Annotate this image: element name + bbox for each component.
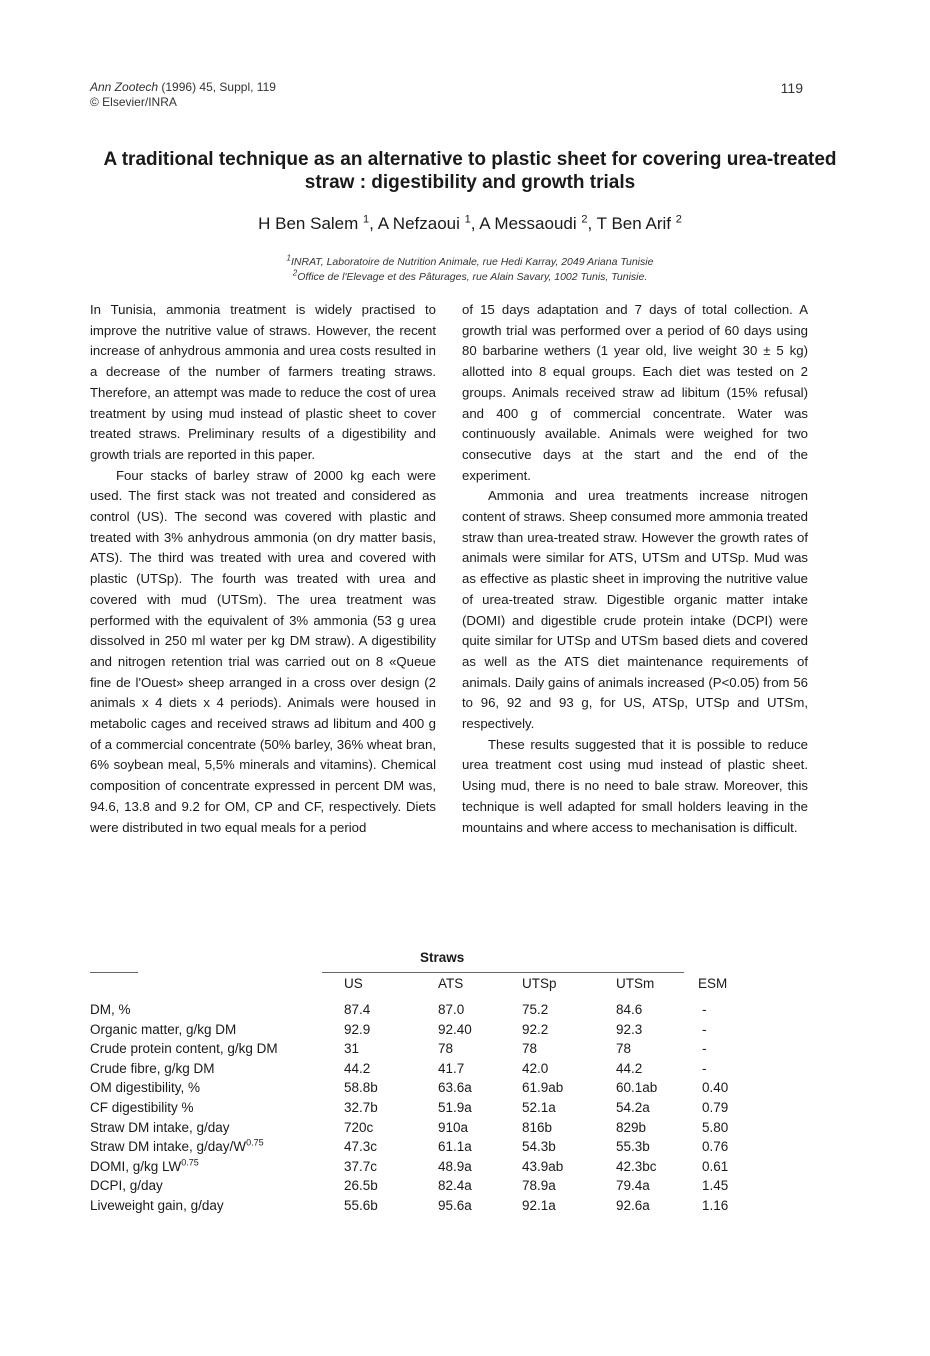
table-cell: 92.9 xyxy=(344,1021,371,1037)
table-cell: 26.5b xyxy=(344,1178,378,1194)
table-cell: 0.40 xyxy=(702,1080,729,1096)
paper-title: A traditional technique as an alternative to plastic sheet for covering urea-treated straw : digestibility and growth trials xyxy=(103,149,837,193)
table-cell: 92.40 xyxy=(438,1021,472,1037)
paragraph: of 15 days adaptation and 7 days of total collection. A growth trial was performed over a period of 60 days using 80 barbarine wethers (1 year old, live weight 30 ± 5 kg) allotted into 8 equal groups. Each diet was tested on 2 groups. Animals received straw ad libitum (15% refusal) and 400 g of commercial concentrate. Water was continuously available. Animals were weighed for two consecutive days at the start and the end of the experiment. xyxy=(462,302,808,483)
table-rule-left xyxy=(90,972,138,973)
row-label xyxy=(90,1137,264,1157)
table-cell: 41.7 xyxy=(438,1060,465,1076)
table-cell: 720c xyxy=(344,1119,374,1135)
table-cell: 82.4a xyxy=(438,1178,472,1194)
row-label xyxy=(90,1196,224,1216)
row-label xyxy=(90,1000,131,1020)
table-cell: 43.9ab xyxy=(522,1158,564,1174)
body-left-column xyxy=(90,300,436,838)
table-cell: 54.2a xyxy=(616,1100,650,1115)
paragraph: Four stacks of barley straw of 2000 kg each were used. The first stack was not treated and considered as control (US). The second was covered with plastic and treated with 3% anhydrous ammonia (on dry matter basis, ATS). The third was treated with urea and covered with plastic (UTSp). The fourth was treated with urea and covered with mud (UTSm). The urea treatment was performed with the equivalent of 3% ammonia (53 g urea dissolved in 250 ml water per kg DM straw). A digestibility and nitrogen retention trial was carried out on 8 «Queue fine de l'Ouest» sheep arranged in a cross over design (2 animals x 4 diets x 4 periods). Animals were housed in metabolic cages and received straws ad libitum and 400 g of a commercial concentrate (50% barley, 36% wheat bran, 6% soybean meal, 5,5% minerals and vitamins). Chemical composition of concentrate expressed in percent DM was, 94.6, 13.8 and 9.2 for OM, CP and CF, respectively. Diets were distributed in two equal meals for a period xyxy=(90,467,436,835)
table-cell: 829b xyxy=(616,1119,647,1135)
affil-mark: 2 xyxy=(292,268,298,278)
journal-citation xyxy=(90,80,276,110)
author-affil-mark: 2 xyxy=(675,213,682,226)
table-cell: 52.1a xyxy=(522,1100,556,1115)
table-cell: 55.3b xyxy=(616,1139,650,1155)
table-cell: 92.6a xyxy=(616,1198,650,1213)
table-cell: 1.16 xyxy=(702,1198,729,1213)
row-label xyxy=(90,1176,163,1196)
col-header-us: US xyxy=(344,976,363,991)
row-label-exponent: 0.75 xyxy=(181,1157,199,1168)
table-cell: 5.80 xyxy=(702,1119,729,1135)
table-cell: 78 xyxy=(616,1041,632,1057)
table-cell: 78.9a xyxy=(522,1178,556,1194)
col-header-utsp: UTSp xyxy=(522,976,557,991)
author-affil-mark: 2 xyxy=(581,213,588,226)
body-right-column xyxy=(462,300,808,838)
row-label xyxy=(90,1118,230,1138)
col-header-ats: ATS xyxy=(438,976,464,991)
row-label xyxy=(90,1157,199,1177)
table-cell: 48.9a xyxy=(438,1158,472,1174)
table-cell: 44.2 xyxy=(616,1060,643,1076)
row-label-text: CF digestibility % xyxy=(90,1100,194,1115)
table-cell: 87.4 xyxy=(344,1002,371,1017)
table-cell: 92.1a xyxy=(522,1198,556,1213)
author-list: H Ben Salem $^1$, A Nefzaoui $^1$, A Messaoudi $^2$, T Ben Arif $^2$ xyxy=(258,213,682,233)
affil-text: Office de l'Elevage et des Pâturages, rue Alain Savary, 1002 Tunis, Tunisie. xyxy=(297,271,648,283)
table-cell: 87.0 xyxy=(438,1002,465,1017)
table-cell: 60.1ab xyxy=(616,1080,658,1096)
table-row xyxy=(90,1078,810,1098)
author: T Ben Arif xyxy=(596,214,671,233)
table-cell: 37.7c xyxy=(344,1158,378,1174)
table-row xyxy=(90,1020,810,1040)
table-cell: 31 xyxy=(344,1041,360,1057)
table-row xyxy=(90,1000,810,1020)
affiliations xyxy=(90,255,850,285)
table-cell: 54.3b xyxy=(522,1139,556,1155)
table-cell: 61.1a xyxy=(438,1139,472,1155)
table-cell: 1.45 xyxy=(702,1178,729,1194)
straws-label: Straws xyxy=(420,950,465,965)
journal-volume: (1996) 45, Suppl, 119 xyxy=(161,80,276,94)
table-cell: 79.4a xyxy=(616,1178,650,1194)
table-cell: 78 xyxy=(438,1041,454,1057)
row-label-text: Crude protein content, g/kg DM xyxy=(90,1041,278,1057)
row-label-text: Straw DM intake, g/day/W xyxy=(90,1139,247,1155)
author-affil-mark: 1 xyxy=(363,213,370,226)
table-row xyxy=(90,1157,810,1177)
table-cell: 58.8b xyxy=(344,1080,378,1096)
table-cell: 92.2 xyxy=(522,1021,549,1037)
table-cell: 47.3c xyxy=(344,1139,378,1155)
table-row xyxy=(90,1039,810,1059)
row-label-text: Straw DM intake, g/day xyxy=(90,1119,230,1135)
affiliation-1 xyxy=(90,255,850,270)
table-row xyxy=(90,1137,810,1157)
table-cell: 0.61 xyxy=(702,1158,729,1174)
row-label-text: Crude fibre, g/kg DM xyxy=(90,1060,215,1076)
table-cell: 42.0 xyxy=(522,1060,549,1076)
row-label xyxy=(90,1039,278,1059)
row-label-exponent: 0.75 xyxy=(246,1137,264,1148)
author: A Nefzaoui xyxy=(377,214,460,233)
row-label xyxy=(90,1020,236,1040)
table-cell: 61.9ab xyxy=(522,1080,564,1096)
table-row xyxy=(90,1059,810,1079)
row-label-text: DM, % xyxy=(90,1002,131,1017)
table-cell: 816b xyxy=(522,1119,553,1135)
row-label xyxy=(90,1098,194,1118)
table-cell: 75.2 xyxy=(522,1002,549,1017)
affiliation-2 xyxy=(90,270,850,285)
table-cell: 63.6a xyxy=(438,1080,472,1096)
author: A Messaoudi xyxy=(479,214,577,233)
row-label-text: OM digestibility, % xyxy=(90,1080,201,1096)
table-cell: 55.6b xyxy=(344,1198,378,1213)
table-row xyxy=(90,1196,810,1216)
paragraph: In Tunisia, ammonia treatment is widely practised to improve the nutritive value of straws. However, the recent increase of anhydrous ammonia and urea costs resulted in a decrease of the number of farmers treating straws. Therefore, an attempt was made to reduce the cost of urea treatment by using mud instead of plastic sheet to cover treated straws. Preliminary results of a digestibility and growth trials are reported in this paper. xyxy=(90,302,436,462)
table-cell: - xyxy=(702,1060,707,1076)
table-row xyxy=(90,1098,810,1118)
table-cell: 32.7b xyxy=(344,1100,378,1115)
publisher: © Elsevier/INRA xyxy=(90,95,177,109)
affil-text: INRAT, Laboratoire de Nutrition Animale, rue Hedi Karray, 2049 Ariana Tunisie xyxy=(291,256,654,268)
journal-name: Ann Zootech xyxy=(90,80,159,94)
table-cell: 78 xyxy=(522,1041,538,1057)
row-label-text: DCPI, g/day xyxy=(90,1178,163,1194)
paragraph: Ammonia and urea treatments increase nitrogen content of straws. Sheep consumed more ammonia treated straw than urea-treated straw. However the growth rates of animals were similar for ATS, UTSm and UTSp. Mud was as effective as plastic sheet in improving the nutritive value of urea-treated straw. Digestible organic matter intake (DOMI) and digestible crude protein intake (DCPI) were quite similar for UTSp and UTSm based diets and covered as well as the ATS diet maintenance requirements of animals. Daily gains of animals increased (P<0.05) from 56 to 96, 92 and 93 g, for US, ATSp, UTSp and UTSm, respectively. xyxy=(462,488,808,732)
table-cell: 44.2 xyxy=(344,1060,371,1076)
table-cell: 910a xyxy=(438,1119,469,1135)
affil-mark: 1 xyxy=(286,253,291,263)
table-cell: 51.9a xyxy=(438,1100,472,1115)
table-rule-straws xyxy=(322,972,684,973)
table-cell: 95.6a xyxy=(438,1198,472,1213)
author-affil-mark: 1 xyxy=(464,213,471,226)
table-cell: - xyxy=(702,1021,707,1037)
row-label-text: Liveweight gain, g/day xyxy=(90,1198,224,1213)
col-header-utsm: UTSm xyxy=(616,976,655,991)
row-label xyxy=(90,1078,200,1098)
page-number: 119 xyxy=(780,80,803,96)
table-row xyxy=(90,1118,810,1138)
author: H Ben Salem xyxy=(258,214,359,233)
table-cell: 92.3 xyxy=(616,1021,643,1037)
table-cell: 84.6 xyxy=(616,1002,643,1017)
table-cell: 0.79 xyxy=(702,1100,729,1115)
table-cell: - xyxy=(702,1002,707,1017)
table-row xyxy=(90,1176,810,1196)
row-label-text: DOMI, g/kg LW xyxy=(90,1158,182,1174)
col-header-esm: ESM xyxy=(698,976,728,991)
table-cell: 42.3bc xyxy=(616,1158,657,1174)
row-label xyxy=(90,1059,215,1079)
table-cell: - xyxy=(702,1041,707,1057)
row-label-text: Organic matter, g/kg DM xyxy=(90,1021,237,1037)
table-cell: 0.76 xyxy=(702,1139,729,1155)
paragraph: These results suggested that it is possible to reduce urea treatment cost using mud instead of plastic sheet. Using mud, there is no need to bale straw. Moreover, this technique is well adapted for small holders leaving in the mountains and where access to mechanisation is difficult. xyxy=(462,736,808,835)
